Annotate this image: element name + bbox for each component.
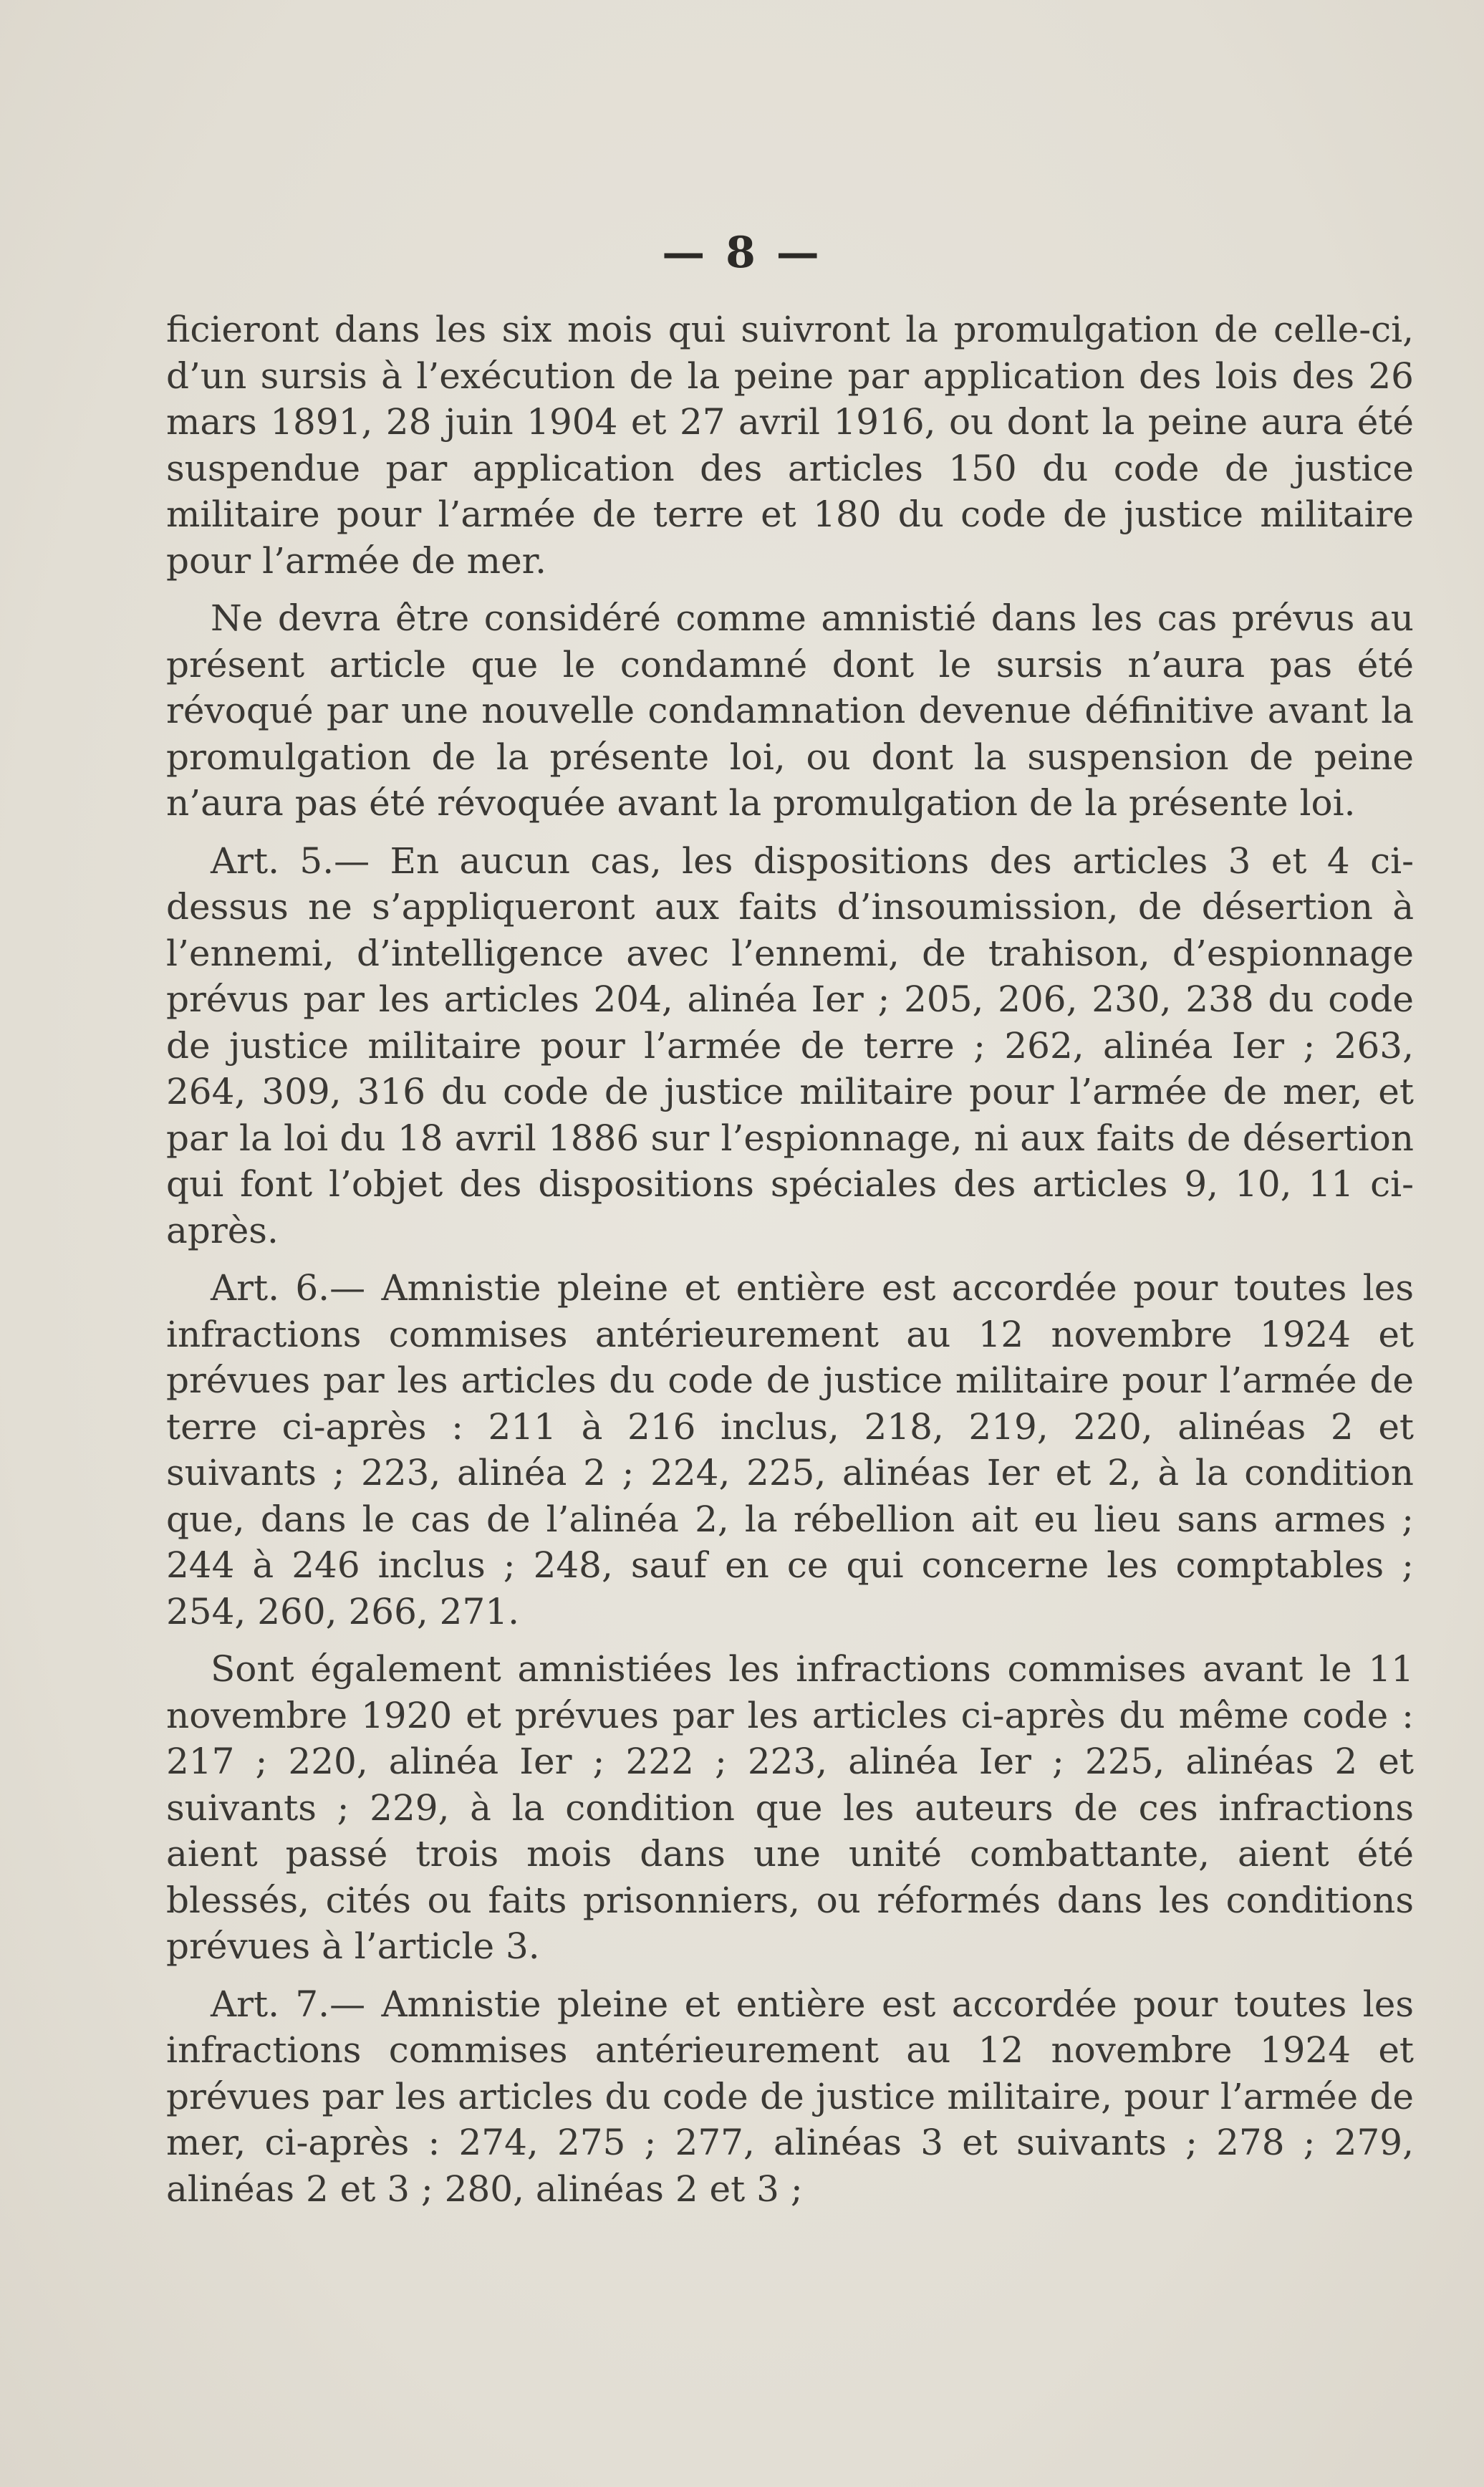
paragraph-article-6-continued: Sont également amnistiées les infractions commises avant le 11 novembre 1920 et prévues par les articles ci-après du même code : 217 ; 220, alinéa Ier ; 222 ; 223, alinéa Ier ; 225, alinéas 2 et suivants ; 229, à la condition que les auteurs de ces infractions aient passé trois mois dans une unité combattante, aient été blessés, cités ou faits prisonniers, ou réformés dans les conditions prévues à l’article 3. bbox=[166, 1648, 1414, 1967]
body-text bbox=[166, 307, 1414, 2212]
paragraph-article-5: Art. 5.— En aucun cas, les dispositions des articles 3 et 4 ci-dessus ne s’appliqueront aux faits d’insoumission, de désertion à l’ennemi, d’intelligence avec l’ennemi, de trahison, d’espionnage prévus par les articles 204, alinéa Ier ; 205, 206, 230, 238 du code de justice militaire pour l’armée de terre ; 262, alinéa Ier ; 263, 264, 309, 316 du code de justice militaire pour l’armée de mer, et par la loi du 18 avril 1886 sur l’espionnage, ni aux faits de désertion qui font l’objet des dispositions spéciales des articles 9, 10, 11 ci-après. bbox=[166, 840, 1414, 1251]
paragraph-article-6: Art. 6.— Amnistie pleine et entière est accordée pour toutes les infractions commises antérieurement au 12 novembre 1924 et prévues par les articles du code de justice militaire pour l’armée de terre ci-après : 211 à 216 inclus, 218, 219, 220, alinéas 2 et suivants ; 223, alinéa 2 ; 224, 225, alinéas Ier et 2, à la condition que, dans le cas de l’alinéa 2, la rébellion ait eu lieu sans armes ; 244 à 246 inclus ; 248, sauf en ce qui concerne les comptables ; 254, 260, 266, 271. bbox=[166, 1267, 1414, 1632]
paragraph-article-7: Art. 7.— Amnistie pleine et entière est accordée pour toutes les infractions commises antérieurement au 12 novembre 1924 et prévues par les articles du code de justice militaire, pour l’armée de mer, ci-après : 274, 275 ; 277, alinéas 3 et suivants ; 278 ; 279, alinéas 2 et 3 ; 280, alinéas 2 et 3 ; bbox=[166, 1983, 1414, 2210]
paragraph-amnesty-condition: Ne devra être considéré comme amnistié dans les cas prévus au présent article que le condamné dont le sursis n’aura pas été révoqué par une nouvelle condamnation devenue définitive avant la promulgation de la présente loi, ou dont la suspension de peine n’aura pas été révoquée avant la promulgation de la présente loi. bbox=[166, 597, 1414, 824]
page-number: — 8 — bbox=[662, 228, 822, 278]
paragraph-continuation: ficieront dans les six mois qui suivront la promulgation de celle-ci, d’un sursis à l’exécution de la peine par application des lois des 26 mars 1891, 28 juin 1904 et 27 avril 1916, ou dont la peine aura été suspendue par application des articles 150 du code de justice militaire pour l’armée de terre et 180 du code de justice militaire pour l’armée de mer. bbox=[166, 309, 1414, 582]
